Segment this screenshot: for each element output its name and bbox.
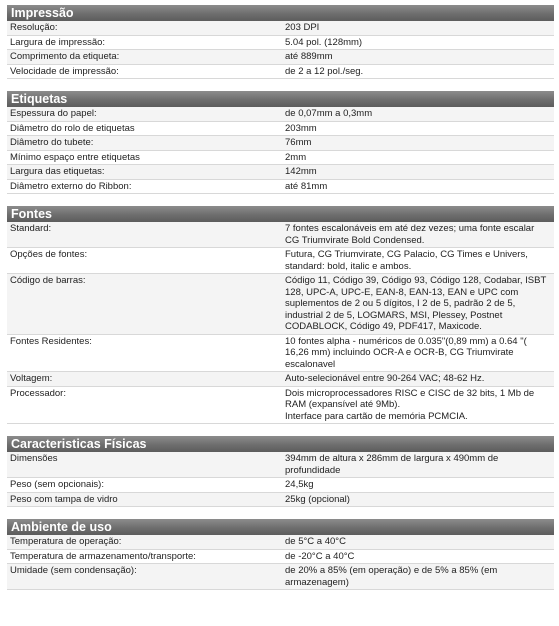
- row-value-extra: Interface para cartão de memória PCMCIA.: [285, 410, 468, 422]
- section-etiquetas: [7, 91, 554, 194]
- row-value: Auto-selecionável entre 90-264 VAC; 48-62 Hz.: [282, 372, 554, 387]
- row-label: Comprimento da etiqueta:: [7, 50, 282, 65]
- table-row: [7, 334, 554, 372]
- section-title: Caracteristicas Físicas: [7, 436, 554, 452]
- table-row: [7, 150, 554, 165]
- row-label: Peso (sem opcionais):: [7, 478, 282, 493]
- spec-table: [7, 107, 554, 194]
- section-title: Ambiente de uso: [7, 519, 554, 535]
- row-label: Opções de fontes:: [7, 248, 282, 274]
- spec-sheet: [7, 5, 554, 590]
- row-label: Umidade (sem condensação):: [7, 564, 282, 590]
- table-row: [7, 372, 554, 387]
- row-value: 24,5kg: [282, 478, 554, 493]
- row-value: 76mm: [282, 136, 554, 151]
- row-label: Largura de impressão:: [7, 35, 282, 50]
- table-row: [7, 136, 554, 151]
- row-value: até 81mm: [282, 179, 554, 194]
- row-value: Dois microprocessadores RISC e CISC de 32 bits, 1 Mb de RAM (expansível até 9Mb).: [285, 387, 535, 410]
- row-value: Futura, CG Triumvirate, CG Palacio, CG Times e Univers, standard: bold, italic e ambos.: [282, 248, 554, 274]
- table-row: [7, 492, 554, 507]
- row-value: de 20% a 85% (em operação) e de 5% a 85% (em armazenagem): [282, 564, 554, 590]
- row-label: Temperatura de operação:: [7, 535, 282, 549]
- table-row: [7, 107, 554, 121]
- row-value: até 889mm: [282, 50, 554, 65]
- table-row: [7, 21, 554, 35]
- table-row: [7, 50, 554, 65]
- row-label: Standard:: [7, 222, 282, 248]
- row-label: Diâmetro do rolo de etiquetas: [7, 121, 282, 136]
- row-value: 203 DPI: [282, 21, 554, 35]
- table-row: [7, 535, 554, 549]
- section-impressao: [7, 5, 554, 79]
- table-row: [7, 452, 554, 478]
- row-label: Mínimo espaço entre etiquetas: [7, 150, 282, 165]
- row-label: Diâmetro do tubete:: [7, 136, 282, 151]
- table-row: [7, 478, 554, 493]
- row-value: de 2 a 12 pol./seg.: [282, 64, 554, 79]
- row-value-multi: [282, 386, 554, 424]
- row-label: Processador:: [7, 386, 282, 424]
- row-label: Fontes Residentes:: [7, 334, 282, 372]
- table-row: [7, 564, 554, 590]
- spec-table: [7, 222, 554, 424]
- row-value: 25kg (opcional): [282, 492, 554, 507]
- table-row: [7, 274, 554, 335]
- spec-table: [7, 452, 554, 507]
- spec-table: [7, 21, 554, 79]
- row-label: Código de barras:: [7, 274, 282, 335]
- section-fontes: [7, 206, 554, 424]
- row-value: de 0,07mm a 0,3mm: [282, 107, 554, 121]
- row-label: Temperatura de armazenamento/transporte:: [7, 549, 282, 564]
- table-row: [7, 549, 554, 564]
- table-row: [7, 64, 554, 79]
- row-value: 394mm de altura x 286mm de largura x 490mm de profundidade: [282, 452, 554, 478]
- row-label: Velocidade de impressão:: [7, 64, 282, 79]
- section-ambiente-de-uso: [7, 519, 554, 590]
- row-value: 142mm: [282, 165, 554, 180]
- row-label: Resolução:: [7, 21, 282, 35]
- row-value: de -20°C a 40°C: [282, 549, 554, 564]
- row-label: Dimensões: [7, 452, 282, 478]
- row-label: Voltagem:: [7, 372, 282, 387]
- table-row: [7, 248, 554, 274]
- section-title: Impressão: [7, 5, 554, 21]
- section-title: Fontes: [7, 206, 554, 222]
- table-row: [7, 165, 554, 180]
- table-row: [7, 121, 554, 136]
- row-value: Código 11, Código 39, Código 93, Código 128, Codabar, ISBT 128, UPC-A, UPC-E, EAN-8, EAN-13, EAN e UPC com suplementos de 2 ou 5 dígitos, I 2 de 5, padrão 2 de 5, industrial 2 de 5, LOGMARS, MSI, Plessey, Postnet CODABLOCK, Código 49, PDF417, Maxicode.: [282, 274, 554, 335]
- spec-table: [7, 535, 554, 590]
- row-value: 7 fontes escalonáveis em até dez vezes; uma fonte escalar CG Triumvirate Bold Condensed.: [282, 222, 554, 248]
- row-label: Peso com tampa de vidro: [7, 492, 282, 507]
- table-row: [7, 179, 554, 194]
- row-label: Diâmetro externo do Ribbon:: [7, 179, 282, 194]
- section-caracteristicas-fisicas: [7, 436, 554, 507]
- row-value: de 5°C a 40°C: [282, 535, 554, 549]
- section-title: Etiquetas: [7, 91, 554, 107]
- row-label: Espessura do papel:: [7, 107, 282, 121]
- row-value: 2mm: [282, 150, 554, 165]
- table-row: [7, 386, 554, 424]
- row-value: 5.04 pol. (128mm): [282, 35, 554, 50]
- table-row: [7, 222, 554, 248]
- table-row: [7, 35, 554, 50]
- row-label: Largura das etiquetas:: [7, 165, 282, 180]
- row-value: 10 fontes alpha - numéricos de 0.035"(0,89 mm) a 0.64 "( 16,26 mm) incluindo OCR-A e OCR-B, CG Triumvirate escalonavel: [282, 334, 554, 372]
- row-value: 203mm: [282, 121, 554, 136]
